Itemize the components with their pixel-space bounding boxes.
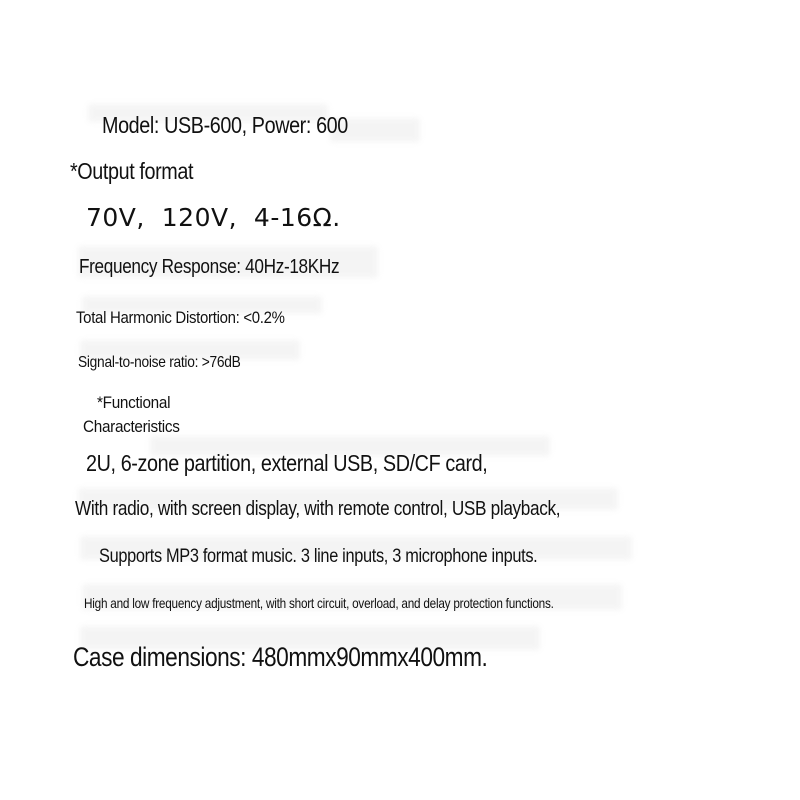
output-format-heading: *Output format bbox=[70, 158, 194, 184]
functional-heading-line-1: *Functional bbox=[97, 393, 171, 412]
case-dimensions-line: Case dimensions: 480mmx90mmx400mm. bbox=[73, 642, 488, 672]
output-format-values: 70V, 120V, 4-16Ω. bbox=[86, 203, 341, 232]
features-line-1: 2U, 6-zone partition, external USB, SD/CF card, bbox=[86, 450, 488, 476]
frequency-response-line: Frequency Response: 40Hz-18KHz bbox=[79, 256, 340, 278]
features-line-3: Supports MP3 format music. 3 line inputs, 3 microphone inputs. bbox=[99, 546, 538, 567]
model-power-line: Model: USB-600, Power: 600 bbox=[102, 112, 348, 138]
thd-line: Total Harmonic Distortion: <0.2% bbox=[76, 308, 285, 327]
snr-line: Signal-to-noise ratio: >76dB bbox=[78, 354, 241, 371]
functional-heading-line-2: Characteristics bbox=[83, 417, 180, 436]
features-line-4: High and low frequency adjustment, with short circuit, overload, and delay protection functions. bbox=[84, 595, 554, 611]
features-line-2: With radio, with screen display, with remote control, USB playback, bbox=[75, 498, 561, 520]
